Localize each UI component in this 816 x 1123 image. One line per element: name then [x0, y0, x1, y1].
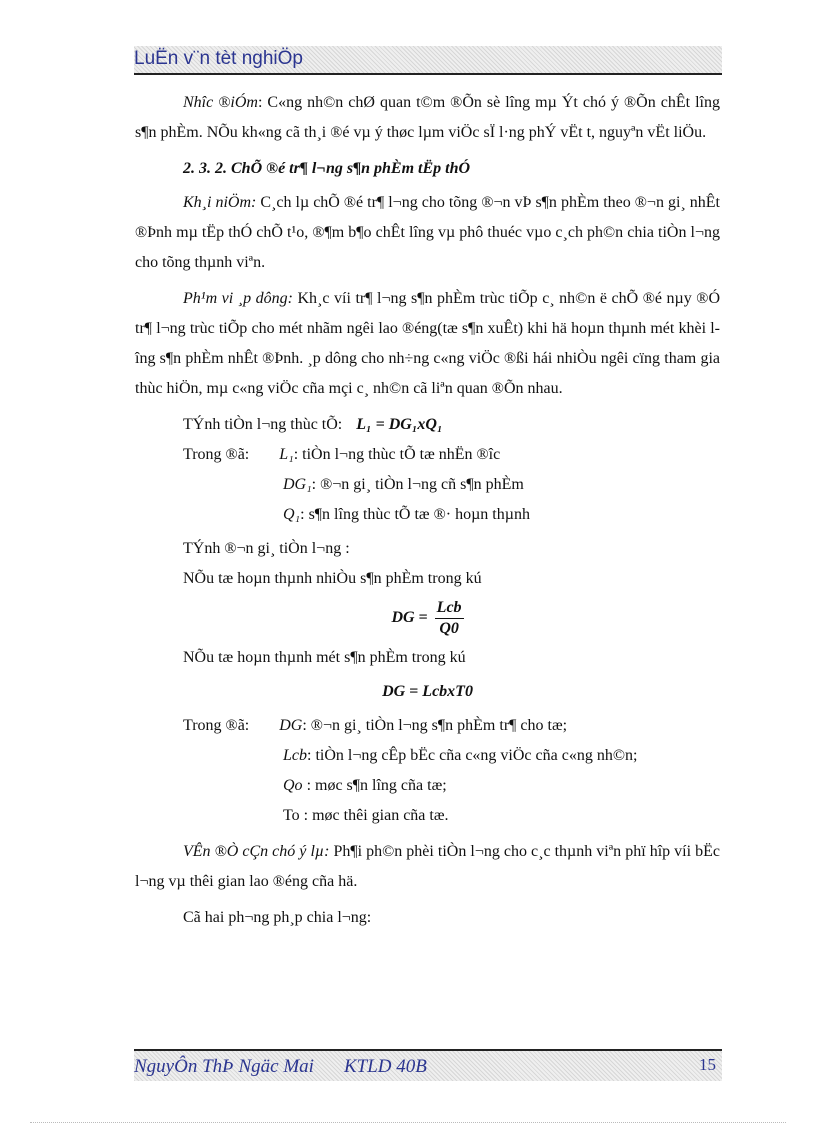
symbol: Qo — [283, 777, 303, 794]
paragraph-methods: Cã hai ph¬ng ph¸p chia l¬ng: — [183, 909, 372, 926]
case-text: NÕu tæ hoµn thµnh mét s¶n phÈm trong kú — [183, 649, 466, 666]
fraction-numerator: Lcb — [435, 598, 464, 619]
page-header — [134, 46, 722, 75]
symbol-desc: : møc s¶n lîng cña tæ; — [302, 777, 447, 794]
formula-lhs: DG = — [391, 609, 428, 627]
symbol-desc: : ®¬n gi¸ tiÒn l¬ng cñ s¶n phÈm — [311, 476, 524, 493]
calc-label: TÝnh ®¬n gi¸ tiÒn l¬ng : — [183, 540, 350, 557]
paragraph-text: C¸ch lµ chÕ ®é tr¶ l¬ng cho tõng ®¬n vÞ s¶n phÈm theo ®¬n gi¸ nhÊt ®Þnh mµ tËp thÓ chÕ t¹o, ®¶m b¶o chÊt lîng vµ phô thuéc vµo c¸ch ph©n chia tiÒn l¬ng cho tõng thµnh viªn. — [135, 194, 720, 271]
calc-actual-wage — [135, 410, 720, 440]
where-item — [135, 500, 720, 530]
symbol-desc: : s¶n lîng thùc tÕ tæ ®· hoµn thµnh — [300, 506, 530, 523]
section-heading: 2. 3. 2. ChÕ ®é tr¶ l¬ng s¶n phÈm tËp thÓ — [183, 160, 471, 177]
calc-label: TÝnh tiÒn l¬ng thùc tÕ: — [183, 416, 343, 433]
symbol-desc: : møc thêi gian cña tæ. — [299, 807, 449, 824]
paragraph-text: : C«ng nh©n chØ quan t©m ®Õn sè lîng mµ Ýt chó ý ®Õn chÊt lîng s¶n phÈm. NÕu kh«ng cã th¸i ®é vµ ý thøc lµm viÖc sÏ l·ng phÝ vËt t, nguyªn vËt liÖu. — [135, 94, 720, 141]
term-scope: Ph¹m vi ¸p dông: — [183, 290, 293, 307]
symbol-desc: : ®¬n gi¸ tiÒn l¬ng s¶n phÈm tr¶ cho tæ; — [302, 717, 568, 734]
formula-unit-price-fraction — [135, 598, 720, 639]
author-name: NguyÔn ThÞ Ngäc Mai — [134, 1056, 314, 1077]
term-note: VÊn ®Ò cÇn chó ý lµ: — [183, 843, 330, 860]
paragraph-disadvantages — [135, 88, 720, 148]
case-text: NÕu tæ hoµn thµnh nhiÒu s¶n phÈm trong kú — [183, 570, 482, 587]
symbol-desc: : tiÒn l¬ng cÊp bËc cña c«ng viÖc cña c«ng nh©n; — [307, 747, 638, 764]
term-definition: Kh¸i niÖm: — [183, 194, 257, 211]
page-number: 15 — [699, 1055, 716, 1074]
where-block-2 — [135, 711, 720, 741]
fraction-denominator: Q0 — [439, 620, 459, 637]
paragraph-text: Kh¸c víi tr¶ l¬ng s¶n phÈm trùc tiÕp c¸ nh©n ë chÕ ®é nµy ®Ó tr¶ l¬ng trùc tiÕp cho mét nhãm ngêi lao ®éng(tæ s¶n xuÊt) khi hä hoµn thµnh mét khèi lîng s¶n phÈm nhÊt ®Þnh. ¸p dông cho nh÷ng c«ng viÖc ®ßi hái nhiÒu ngêi cïng tham gia thùc hiÖn, mµ c«ng viÖc cña mçi c¸ nh©n cã liªn quan ®Õn nhau. — [135, 290, 720, 397]
term-disadvantages: Nhîc ®iÓm — [183, 94, 258, 111]
where-item — [135, 470, 720, 500]
symbol: Q₁ — [283, 506, 301, 523]
symbol: Lcb — [283, 747, 307, 764]
where-item — [135, 771, 720, 801]
fraction — [435, 598, 464, 639]
case-one-product — [135, 643, 720, 673]
where-block-1 — [135, 440, 720, 470]
formula-unit-price-product — [135, 677, 720, 707]
symbol: DG — [279, 717, 303, 734]
page-footer — [134, 1049, 722, 1081]
formula-text: DG = LcbxT0 — [382, 683, 473, 700]
where-lead: Trong ®ã: — [183, 446, 250, 463]
paragraph-note — [135, 837, 720, 897]
calc-unit-price — [135, 534, 720, 564]
formula-actual-wage: L₁ = DG₁xQ₁ — [356, 416, 443, 433]
paragraph-text: Ph¶i ph©n phèi tiÒn l¬ng cho c¸c thµnh viªn phï hîp víi bËc l¬ng vµ thêi gian lao ®éng cña hä. — [135, 843, 720, 890]
paragraph-definition — [135, 188, 720, 278]
where-item — [135, 801, 720, 831]
case-many-products — [135, 564, 720, 594]
paragraph-scope — [135, 284, 720, 404]
where-item — [135, 741, 720, 771]
symbol: L₁ — [279, 446, 294, 463]
class-code: KTLD 40B — [343, 1056, 427, 1077]
symbol: To — [283, 807, 300, 824]
symbol: DG₁ — [283, 476, 312, 493]
symbol-desc: : tiÒn l¬ng thùc tÕ tæ nhËn ®îc — [293, 446, 501, 463]
header-title: LuËn v¨n tèt nghiÖp — [134, 48, 303, 69]
where-lead: Trong ®ã: — [183, 717, 250, 734]
footer-author — [134, 1056, 427, 1078]
document-body — [135, 88, 720, 933]
